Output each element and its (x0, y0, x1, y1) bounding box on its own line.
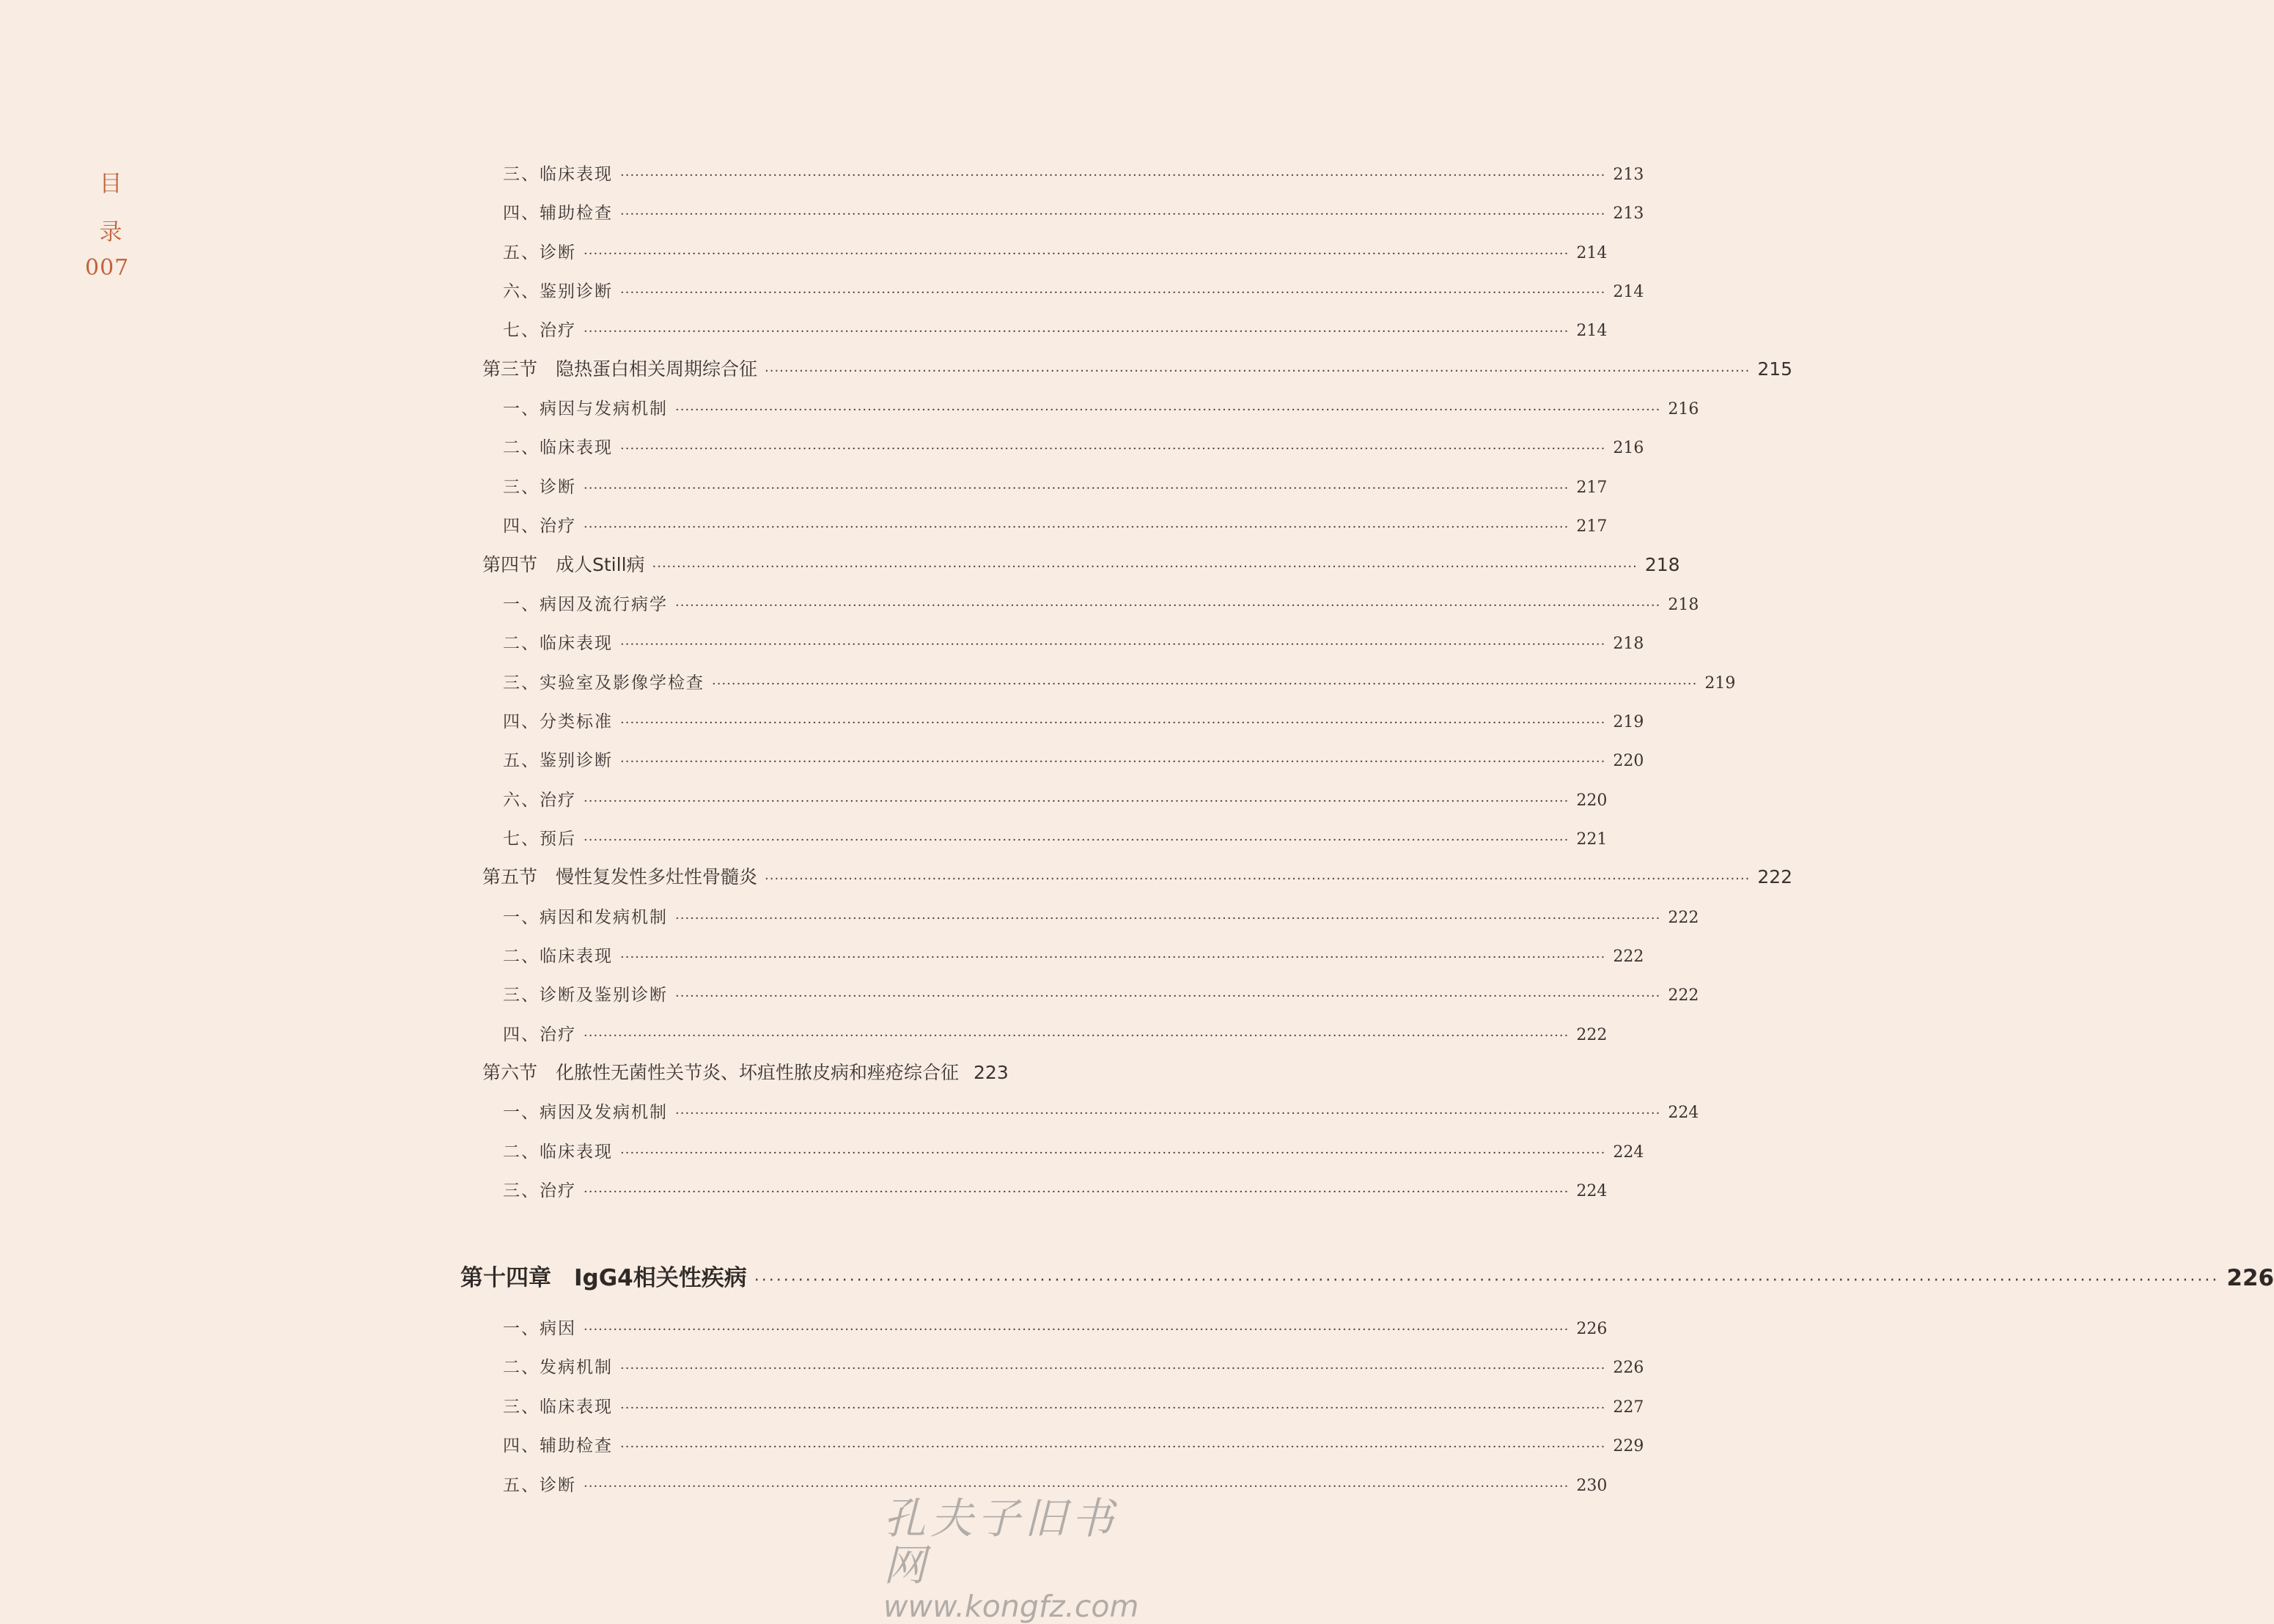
leader-dots: ········································································································································································································ (675, 597, 1661, 613)
toc-entry-title: 第四节 成人Still病 (482, 553, 645, 575)
toc-entry-page: 215 (1757, 358, 1793, 380)
toc-item[interactable] (503, 1354, 1644, 1383)
toc-item[interactable] (503, 825, 1608, 855)
leader-dots: ········································································································································································································ (620, 441, 1606, 457)
leader-dots: ········································································································································································································ (620, 754, 1606, 770)
toc-chapter[interactable] (460, 1259, 2274, 1300)
toc-section[interactable] (482, 355, 1793, 384)
toc-entry-page: 213 (1613, 204, 1644, 224)
page-number: 007 (85, 255, 130, 281)
sidebar-char-1: 目 (99, 171, 122, 197)
toc-entry-page: 214 (1576, 243, 1608, 262)
leader-dots: ········································································································································································································ (620, 1145, 1606, 1161)
leader-dots: ········································································································································································································ (675, 402, 1661, 418)
toc-entry-title: 四、分类标准 (503, 712, 613, 731)
toc-item[interactable] (503, 786, 1608, 816)
toc-entry-page: 219 (1704, 673, 1736, 693)
toc-entry-title: 五、诊断 (503, 243, 576, 262)
toc-item[interactable] (503, 278, 1644, 307)
leader-dots: ········································································································································································································ (584, 1478, 1570, 1494)
toc-entry-page: 222 (1613, 948, 1644, 966)
toc-entry-title: 三、临床表现 (503, 1397, 613, 1417)
toc-entry-title: 七、预后 (503, 829, 576, 849)
toc-entry-page: 226 (1613, 1359, 1644, 1378)
toc-section[interactable] (482, 863, 1793, 892)
watermark-title: 孔夫子旧书网 (883, 1494, 1119, 1590)
toc-entry-page: 223 (974, 1062, 1009, 1084)
toc-entry-page: 214 (1613, 283, 1644, 302)
leader-dots: ········································································································································································································ (675, 1106, 1661, 1122)
toc-item[interactable] (503, 1177, 1608, 1206)
toc-entry-page: 221 (1576, 830, 1608, 849)
toc-entry-title: 三、治疗 (503, 1181, 576, 1201)
toc-section[interactable] (482, 550, 1680, 580)
toc-item[interactable] (503, 591, 1699, 620)
toc-entry-page: 224 (1668, 1104, 1699, 1123)
leader-dots: ········································································································································································································ (675, 910, 1661, 926)
toc-item[interactable] (503, 1099, 1699, 1128)
toc-entry-title: 第六节 化脓性无菌性关节炎、坏疽性脓皮病和痤疮综合征 (482, 1062, 960, 1084)
toc-item[interactable] (503, 1021, 1608, 1050)
toc-item[interactable] (503, 981, 1699, 1011)
toc-item[interactable] (503, 747, 1644, 776)
toc-entry-title: 二、临床表现 (503, 438, 613, 458)
leader-dots: ········································································································································································································ (620, 207, 1606, 223)
toc-entry-title: 二、临床表现 (503, 947, 613, 966)
leader-dots: ········································································································································································································ (584, 480, 1570, 496)
toc-item[interactable] (503, 160, 1644, 190)
leader-dots: ········································································································································································································ (620, 1361, 1606, 1377)
toc-item[interactable] (503, 317, 1608, 346)
toc-item[interactable] (503, 669, 1736, 698)
toc-entry-page: 218 (1613, 635, 1644, 654)
toc-entry-title: 三、实验室及影像学检查 (503, 673, 704, 693)
toc-entry-title: 四、治疗 (503, 517, 576, 536)
leader-dots: ········································································································································································································ (584, 520, 1570, 536)
toc-item[interactable] (503, 395, 1699, 424)
toc-item[interactable] (503, 473, 1608, 503)
toc-entry-title: 二、发病机制 (503, 1358, 613, 1378)
toc-entry-title: 第三节 隐热蛋白相关周期综合征 (482, 358, 758, 380)
toc-entry-title: 二、临床表现 (503, 634, 613, 654)
toc-entry-page: 218 (1644, 553, 1680, 575)
toc-entry-title: 第五节 慢性复发性多灶性骨髓炎 (482, 866, 758, 888)
leader-dots: ········································································································································································································ (584, 1322, 1570, 1337)
leader-dots: ········································································································································································································ (584, 793, 1570, 809)
toc-item[interactable] (503, 239, 1608, 268)
toc-entry-page: 230 (1576, 1476, 1608, 1495)
watermark-url: www.kongfz.com (883, 1589, 1139, 1624)
toc-entry-page: 224 (1576, 1182, 1608, 1201)
toc-entry-title: 一、病因及流行病学 (503, 594, 668, 614)
toc-item[interactable] (503, 1393, 1644, 1422)
toc-item[interactable] (503, 942, 1644, 972)
leader-dots: ········································································································································································································ (584, 324, 1570, 340)
toc-entry-page: 222 (1668, 908, 1699, 927)
leader-dots: ········································································································································································································ (620, 285, 1606, 301)
watermark (883, 1495, 1147, 1624)
toc-entry-title: 七、治疗 (503, 321, 576, 341)
leader-dots: ········································································································································································································ (584, 246, 1570, 262)
leader-dots: ········································································································································································································ (620, 715, 1606, 731)
toc-entry-page: 229 (1613, 1437, 1644, 1456)
toc-item[interactable] (503, 904, 1699, 933)
leader-dots: ········································································································································································································ (765, 363, 1751, 379)
sidebar (85, 160, 144, 281)
toc-entry-title: 第十四章 IgG4相关性疾病 (460, 1265, 747, 1291)
toc-entry-title: 一、病因与发病机制 (503, 399, 668, 419)
toc-entry-title: 五、诊断 (503, 1475, 576, 1495)
toc-entry-title: 四、辅助检查 (503, 204, 613, 224)
toc-entry-page: 213 (1613, 166, 1644, 184)
leader-dots: ········································································································································································································ (620, 637, 1606, 653)
toc-entry-title: 四、治疗 (503, 1025, 576, 1044)
toc-entry-title: 一、病因 (503, 1319, 576, 1338)
toc-item[interactable] (503, 1315, 1608, 1344)
toc-entry-page: 219 (1613, 712, 1644, 731)
toc-entry-page: 214 (1576, 322, 1608, 341)
toc-item[interactable] (503, 434, 1644, 463)
toc-entry-page: 216 (1613, 439, 1644, 458)
toc-entry-title: 三、诊断 (503, 477, 576, 497)
leader-dots: ········································································································································································································ (584, 832, 1570, 848)
leader-dots: ········································································································································································································ (620, 1400, 1606, 1416)
toc-entry-title: 一、病因及发病机制 (503, 1103, 668, 1123)
toc-entry-page: 217 (1576, 517, 1608, 536)
toc-entry-page: 222 (1757, 866, 1793, 888)
toc-item[interactable] (503, 1138, 1644, 1167)
toc-entry-title: 二、临床表现 (503, 1142, 613, 1162)
leader-dots: ········································································································································································································ (675, 989, 1661, 1005)
leader-dots: ········································································································································································································ (712, 676, 1698, 692)
toc-entry-title: 三、临床表现 (503, 165, 613, 184)
toc-item[interactable] (503, 630, 1644, 659)
toc-entry-page: 222 (1576, 1025, 1608, 1044)
leader-dots: ········································································································································································································ (620, 168, 1606, 183)
leader-dots: ········································································································································································································ (620, 950, 1606, 965)
leader-dots: ········································································································································································································ (584, 1027, 1570, 1044)
toc-entry-title: 六、鉴别诊断 (503, 282, 613, 302)
toc-entry-page: 216 (1668, 400, 1699, 419)
toc-item[interactable] (503, 1432, 1644, 1461)
toc-item[interactable] (503, 199, 1644, 229)
toc-entry-title: 六、治疗 (503, 790, 576, 810)
sidebar-char-2: 录 (99, 219, 122, 246)
toc-entry-title: 一、病因和发病机制 (503, 907, 668, 927)
toc-entry-page: 226 (2226, 1265, 2274, 1291)
toc-entry-page: 222 (1668, 986, 1699, 1005)
toc-item[interactable] (503, 512, 1608, 542)
toc-entry-page: 220 (1613, 752, 1644, 771)
toc-section[interactable] (482, 1058, 1009, 1088)
leader-dots: ········································································································································································································ (652, 558, 1638, 575)
leader-dots: ········································································································································································································ (754, 1271, 2220, 1290)
toc-entry-title: 五、鉴别诊断 (503, 751, 613, 771)
toc-entry-page: 217 (1576, 478, 1608, 497)
toc-entry-page: 227 (1613, 1398, 1644, 1417)
toc-item[interactable] (503, 708, 1644, 737)
leader-dots: ········································································································································································································ (620, 1439, 1606, 1455)
leader-dots: ········································································································································································································ (584, 1184, 1570, 1200)
toc-entry-title: 三、诊断及鉴别诊断 (503, 986, 668, 1005)
leader-dots: ········································································································································································································ (765, 871, 1751, 887)
toc-entry-page: 224 (1613, 1143, 1644, 1162)
toc-entry-title: 四、辅助检查 (503, 1436, 613, 1456)
toc-entry-page: 220 (1576, 791, 1608, 810)
toc-entry-page: 226 (1576, 1320, 1608, 1338)
toc-entry-page: 218 (1668, 595, 1699, 614)
